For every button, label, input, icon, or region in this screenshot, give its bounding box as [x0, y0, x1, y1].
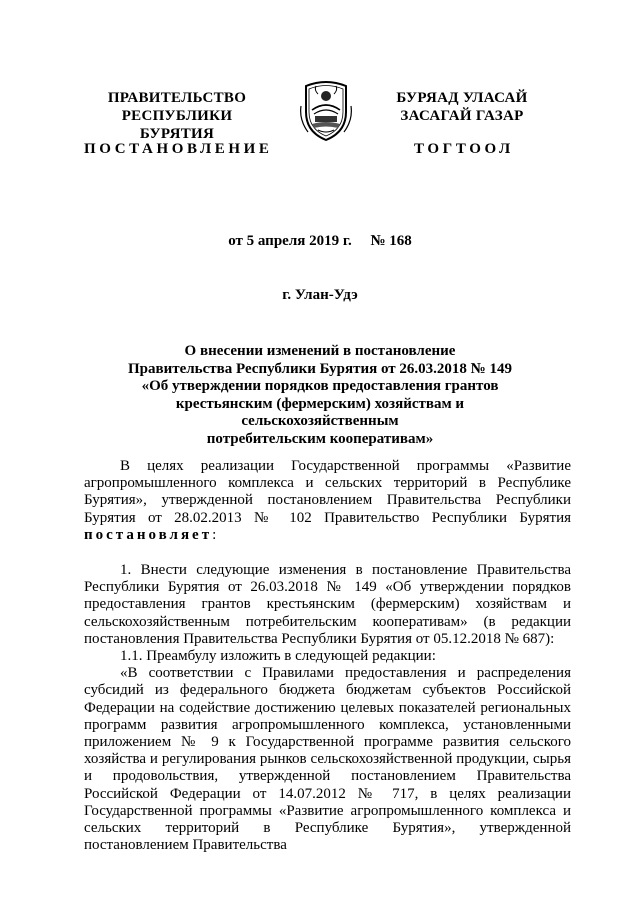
document-title	[110, 343, 530, 448]
header-left-kind: ПОСТАНОВЛЕНИЕ	[84, 141, 273, 157]
coat-of-arms-icon	[298, 76, 354, 144]
document-body	[84, 458, 571, 854]
paragraph-gap	[84, 544, 571, 562]
title-line: потребительским кооперативам»	[206, 430, 434, 447]
header-right-kind: ТОГТООЛ	[414, 141, 514, 157]
header-left-line1: ПРАВИТЕЛЬСТВО	[107, 90, 247, 106]
title-line: Правительства Республики Бурятия от 26.03.2018 № 149	[127, 360, 512, 377]
header-left	[84, 89, 270, 143]
header-right-line1: БУРЯАД УЛАСАЙ	[396, 90, 528, 106]
document-date-number: от 5 апреля 2019 г. № 168	[228, 233, 412, 249]
preamble-text: В целях реализации Государственной программы «Развитие агропромышленного комплекса и сельских территорий в Республике Бурятия», утвержденной постановлением Правительства Республики Бурятия от 28.02.2013 № 102 Правительство Республики Бурятия	[84, 458, 571, 526]
preamble-colon: :	[212, 526, 217, 543]
document-city: г. Улан-Удэ	[282, 287, 358, 303]
title-line: «Об утверждении порядков предоставления грантов	[141, 378, 499, 394]
title-line: О внесении изменений в постановление	[184, 343, 456, 359]
header-left-line2: РЕСПУБЛИКИ БУРЯТИЯ	[121, 108, 233, 142]
item-1-1-paragraph: 1.1. Преамбулу изложить в следующей редакции:	[120, 648, 436, 665]
header-right-line2: ЗАСАГАЙ ГАЗАР	[400, 108, 524, 124]
quoted-preamble-paragraph: «В соответствии с Правилами предоставления и распределения субсидий из федерального бюджета бюджетам субъектов Российской Федерации на содействие достижению целевых показателей региональных программ развития агропромышленного комплекса, установленными приложением № 9 к Государственной программе развития сельского хозяйства и регулирования рынков сельскохозяйственной продукции, сырья и продовольствия, утвержденной постановлением Правительства Российской Федерации от 14.07.2012 № 717, в целях реализации Государственной программы «Развитие агропромышленного комплекса и сельских территорий в Республике Бурятия», утвержденной постановлением Правительства	[84, 665, 571, 854]
item-1-paragraph: 1. Внести следующие изменения в постановление Правительства Республики Бурятия от 26.03.2018 № 149 «Об утверждении порядков предоставления грантов крестьянским (фермерским) хозяйствам и сельскохозяйственным потребительским кооперативам» (в редакции постановления Правительства Республики Бурятия от 05.12.2018 № 687):	[84, 562, 571, 647]
header-right	[380, 89, 544, 125]
preamble-paragraph	[84, 458, 571, 544]
title-line: крестьянским (фермерским) хозяйствам и сельскохозяйственным	[175, 395, 465, 429]
resolves-word: постановляет	[84, 526, 213, 543]
